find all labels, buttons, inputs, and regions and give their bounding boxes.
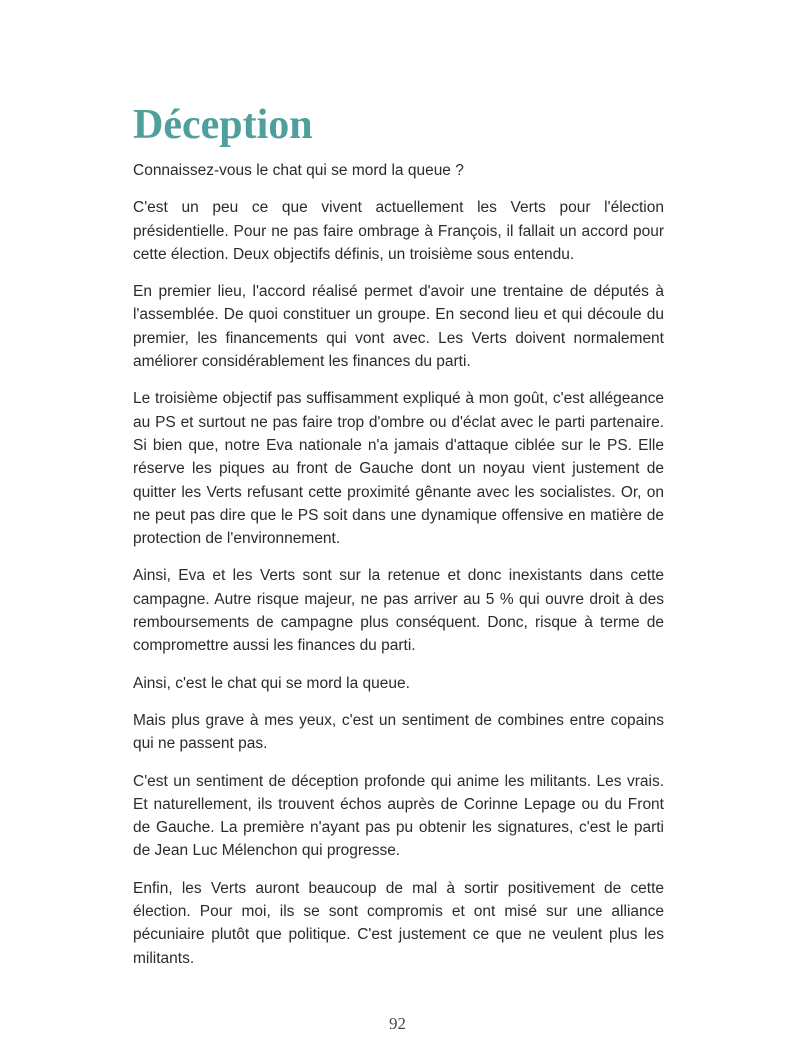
paragraph: Le troisième objectif pas suffisamment expliqué à mon goût, c'est allégeance au PS et surtout ne pas faire trop d'ombre ou d'éclat avec le parti partenaire. Si bien que, notre Eva nationale n'a jamais d'attaque ciblée sur le PS. Elle réserve les piques au front de Gauche dont un noyau vient justement de quitter les Verts refusant cette proximité gênante avec les socialistes. Or, on ne peut pas dire que le PS soit dans une dynamique offensive en matière de protection de l'environnement. — [133, 390, 664, 548]
page-number: 92 — [389, 1014, 406, 1033]
paragraph: Connaissez-vous le chat qui se mord la queue ? — [133, 162, 464, 179]
article-content — [133, 104, 664, 984]
article-body — [133, 159, 664, 970]
paragraph: Ainsi, Eva et les Verts sont sur la retenue et donc inexistants dans cette campagne. Autre risque majeur, ne pas arriver au 5 % qui ouvre droit à des remboursements de campagne plus conséquent. Donc, risque à terme de compromettre aussi les finances du parti. — [133, 567, 664, 655]
paragraph: C'est un peu ce que vivent actuellement les Verts pour l'élection présidentielle. Pour ne pas faire ombrage à François, il fallait un accord pour cette élection. Deux objectifs définis, un troisième sous entendu. — [133, 199, 664, 263]
paragraph: C'est un sentiment de déception profonde qui anime les militants. Les vrais. Et naturellement, ils trouvent échos auprès de Corinne Lepage ou du Front de Gauche. La première n'ayant pas pu obtenir les signatures, c'est le parti de Jean Luc Mélenchon qui progresse. — [133, 772, 664, 860]
paragraph: Mais plus grave à mes yeux, c'est un sentiment de combines entre copains qui ne passent pas. — [133, 711, 664, 753]
paragraph: Ainsi, c'est le chat qui se mord la queue. — [133, 674, 410, 692]
paragraph: En premier lieu, l'accord réalisé permet d'avoir une trentaine de députés à l'assemblée. De quoi constituer un groupe. En second lieu et qui découle du premier, les financements qui vont avec. Les Verts doivent normalement améliorer considérablement les finances du parti. — [133, 283, 664, 371]
page-title: Déception — [133, 102, 313, 148]
paragraph: Enfin, les Verts auront beaucoup de mal à sortir positivement de cette élection. Pour moi, ils se sont compromis et ont misé sur une alliance pécuniaire plutôt que politique. C'est justement ce que ne veulent plus les militants. — [133, 879, 664, 967]
